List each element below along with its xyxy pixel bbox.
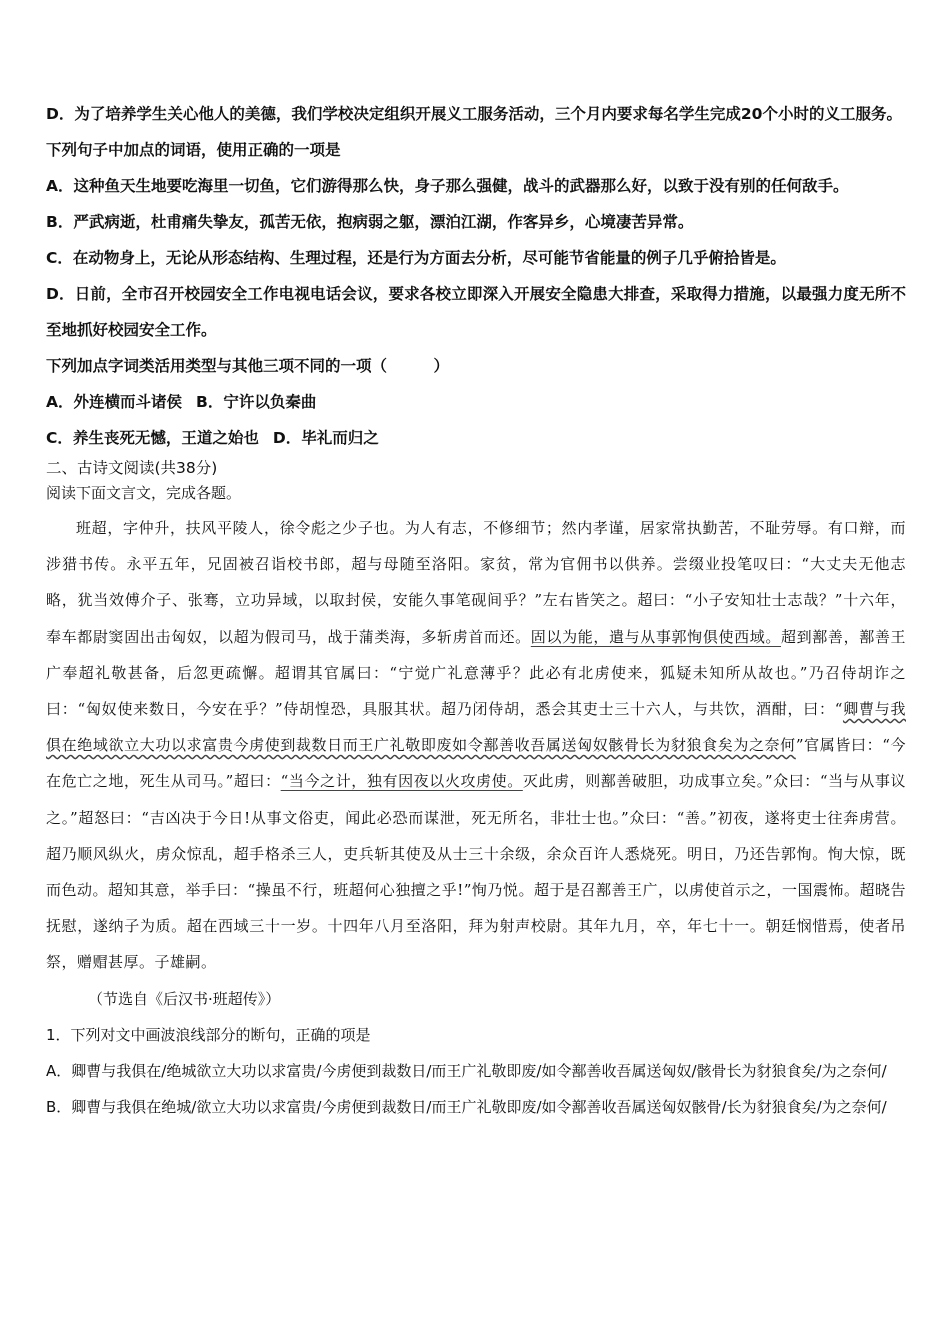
question-stem: 1．下列对文中画波浪线部分的断句，正确的项是: [46, 1025, 371, 1044]
underlined-sentence: “当今之计，独有因夜以火攻虏使。: [280, 772, 523, 791]
section-instruction: 阅读下面文言文，完成各题。: [46, 484, 242, 502]
question-1: [46, 1017, 906, 1125]
passage-text: 班超，字仲升，扶风平陵人，徐令彪之少子也。为人有志，不修细节；然内孝谨，居家常执勤苦，不耻劳辱。有口辩，而涉猎书传。永平五年，兄固被召诣校书郎，超与母随至洛阳。家贫，常为官佣书以供养。尝缀业投笔叹曰：“大丈夫无他志略，犹当效傅介子、张骞，立功异域，以取封侯，安能久事笔砚间乎？”左右皆笑之。超曰：“小子安知壮士志哉？”十六年，奉车都尉窦固出击匈奴，以超为假司马，战于蒲类海，多斩虏首而还。: [46, 519, 906, 646]
option-c: C．在动物身上，无论从形态结构、生理过程，还是行为方面去分析，尽可能节省能量的例子几乎俯拾皆是。: [46, 249, 786, 267]
option-b: B．宁许以负秦曲: [196, 393, 317, 411]
passage-text: 灭此虏，则鄯善破胆，功成事立矣。”众曰：“当与从事议之。”超怒曰：“吉凶决于今日!从事文俗吏，闻此必恐而谋泄，死无所名，非壮士也。”众曰：“善。”初夜，遂将吏士往奔虏营。超乃顺风纵火，虏众惊乱，超手格杀三人，吏兵斩其使及从士三十余级，余众百许人悉烧死。明日，乃还告郭恂。恂大惊，既而色动。超知其意，举手曰：“操虽不行，班超何心独擅之乎!”恂乃悦。超于是召鄯善王广，以虏使首示之，一国震怖。超晓告抚慰，遂纳子为质。超在西域三十一岁。十四年八月至洛阳，拜为射声校尉。其年九月，卒，年七十一。朝廷悯惜焉，使者吊祭，赠赗甚厚。子雄嗣。: [46, 772, 907, 972]
option-d: D．日前，全市召开校园安全工作电视电话会议，要求各校立即深入开展安全隐患大排查，采取得力措施，以最强力度无所不至地抓好校园安全工作。: [46, 285, 906, 339]
option-d: D．毕礼而归之: [272, 429, 379, 447]
classical-passage: [46, 510, 906, 981]
passage-text: 超到鄯善，鄯善王广奉超礼敬甚备，后忽更疏懈。超谓其官属曰：“宁觉广礼意薄乎？此必有北虏使来，狐疑未知所从故也。”乃召侍胡诈之曰：“匈奴使来数日，今安在乎？”侍胡惶恐，具服其状。超乃闭侍胡，悉会其吏士三十六人，与共饮，酒酣，曰：“: [46, 627, 906, 719]
question-word-usage: [46, 132, 906, 348]
question-stem: 下列加点字词类活用类型与其他三项不同的一项（ ）: [46, 357, 450, 375]
exam-page: [46, 96, 906, 1125]
option-a: A．外连横而斗诸侯: [46, 393, 182, 411]
option-b: B．卿曹与我俱在绝城/欲立大功以求富贵/今虏便到裁数日/而王广礼敬即废/如令鄯善收吾属送匈奴骸骨/长为豺狼食矣/为之奈何/: [46, 1097, 887, 1116]
wavy-underlined-sentence: 卿曹与我俱在绝域欲立大功以求富贵今虏使到裁数日而王广礼敬即废如令鄯善收吾属送匈奴骸骨长为豺狼食矣为之奈何: [46, 700, 906, 755]
passage-source: （节选自《后汉书·班超传》）: [88, 989, 281, 1008]
question-part-of-speech: [46, 348, 906, 456]
option-a: A．这种鱼天生地要吃海里一切鱼，它们游得那么快，身子那么强健，战斗的武器那么好，以致于没有别的任何敌手。: [46, 177, 849, 195]
option-c: C．养生丧死无憾，王道之始也: [46, 429, 259, 447]
option-b: B．严武病逝，杜甫痛失挚友，孤苦无依，抱病弱之躯，漂泊江湖，作客异乡，心境凄苦异常。: [46, 213, 694, 231]
prev-question-option-d: D．为了培养学生关心他人的美德，我们学校决定组织开展义工服务活动，三个月内要求每名学生完成20个小时的义工服务。: [46, 105, 902, 123]
section-title: 二、古诗文阅读(共38分): [46, 459, 218, 477]
option-row-cd: [46, 420, 906, 456]
passage-text: ”官属皆曰：“今在危亡之地，死生从司马。”超曰：: [46, 736, 906, 791]
underlined-sentence: 固以为能，遣与从事郭恂俱使西域。: [530, 627, 782, 646]
option-row-ab: [46, 384, 906, 420]
question-stem: 下列句子中加点的词语，使用正确的一项是: [46, 141, 341, 159]
option-a: A．卿曹与我俱在/绝城欲立大功以求富贵/今虏便到裁数日/而王广礼敬即废/如令鄯善收吾属送匈奴/骸骨长为豺狼食矣/为之奈何/: [46, 1061, 887, 1080]
